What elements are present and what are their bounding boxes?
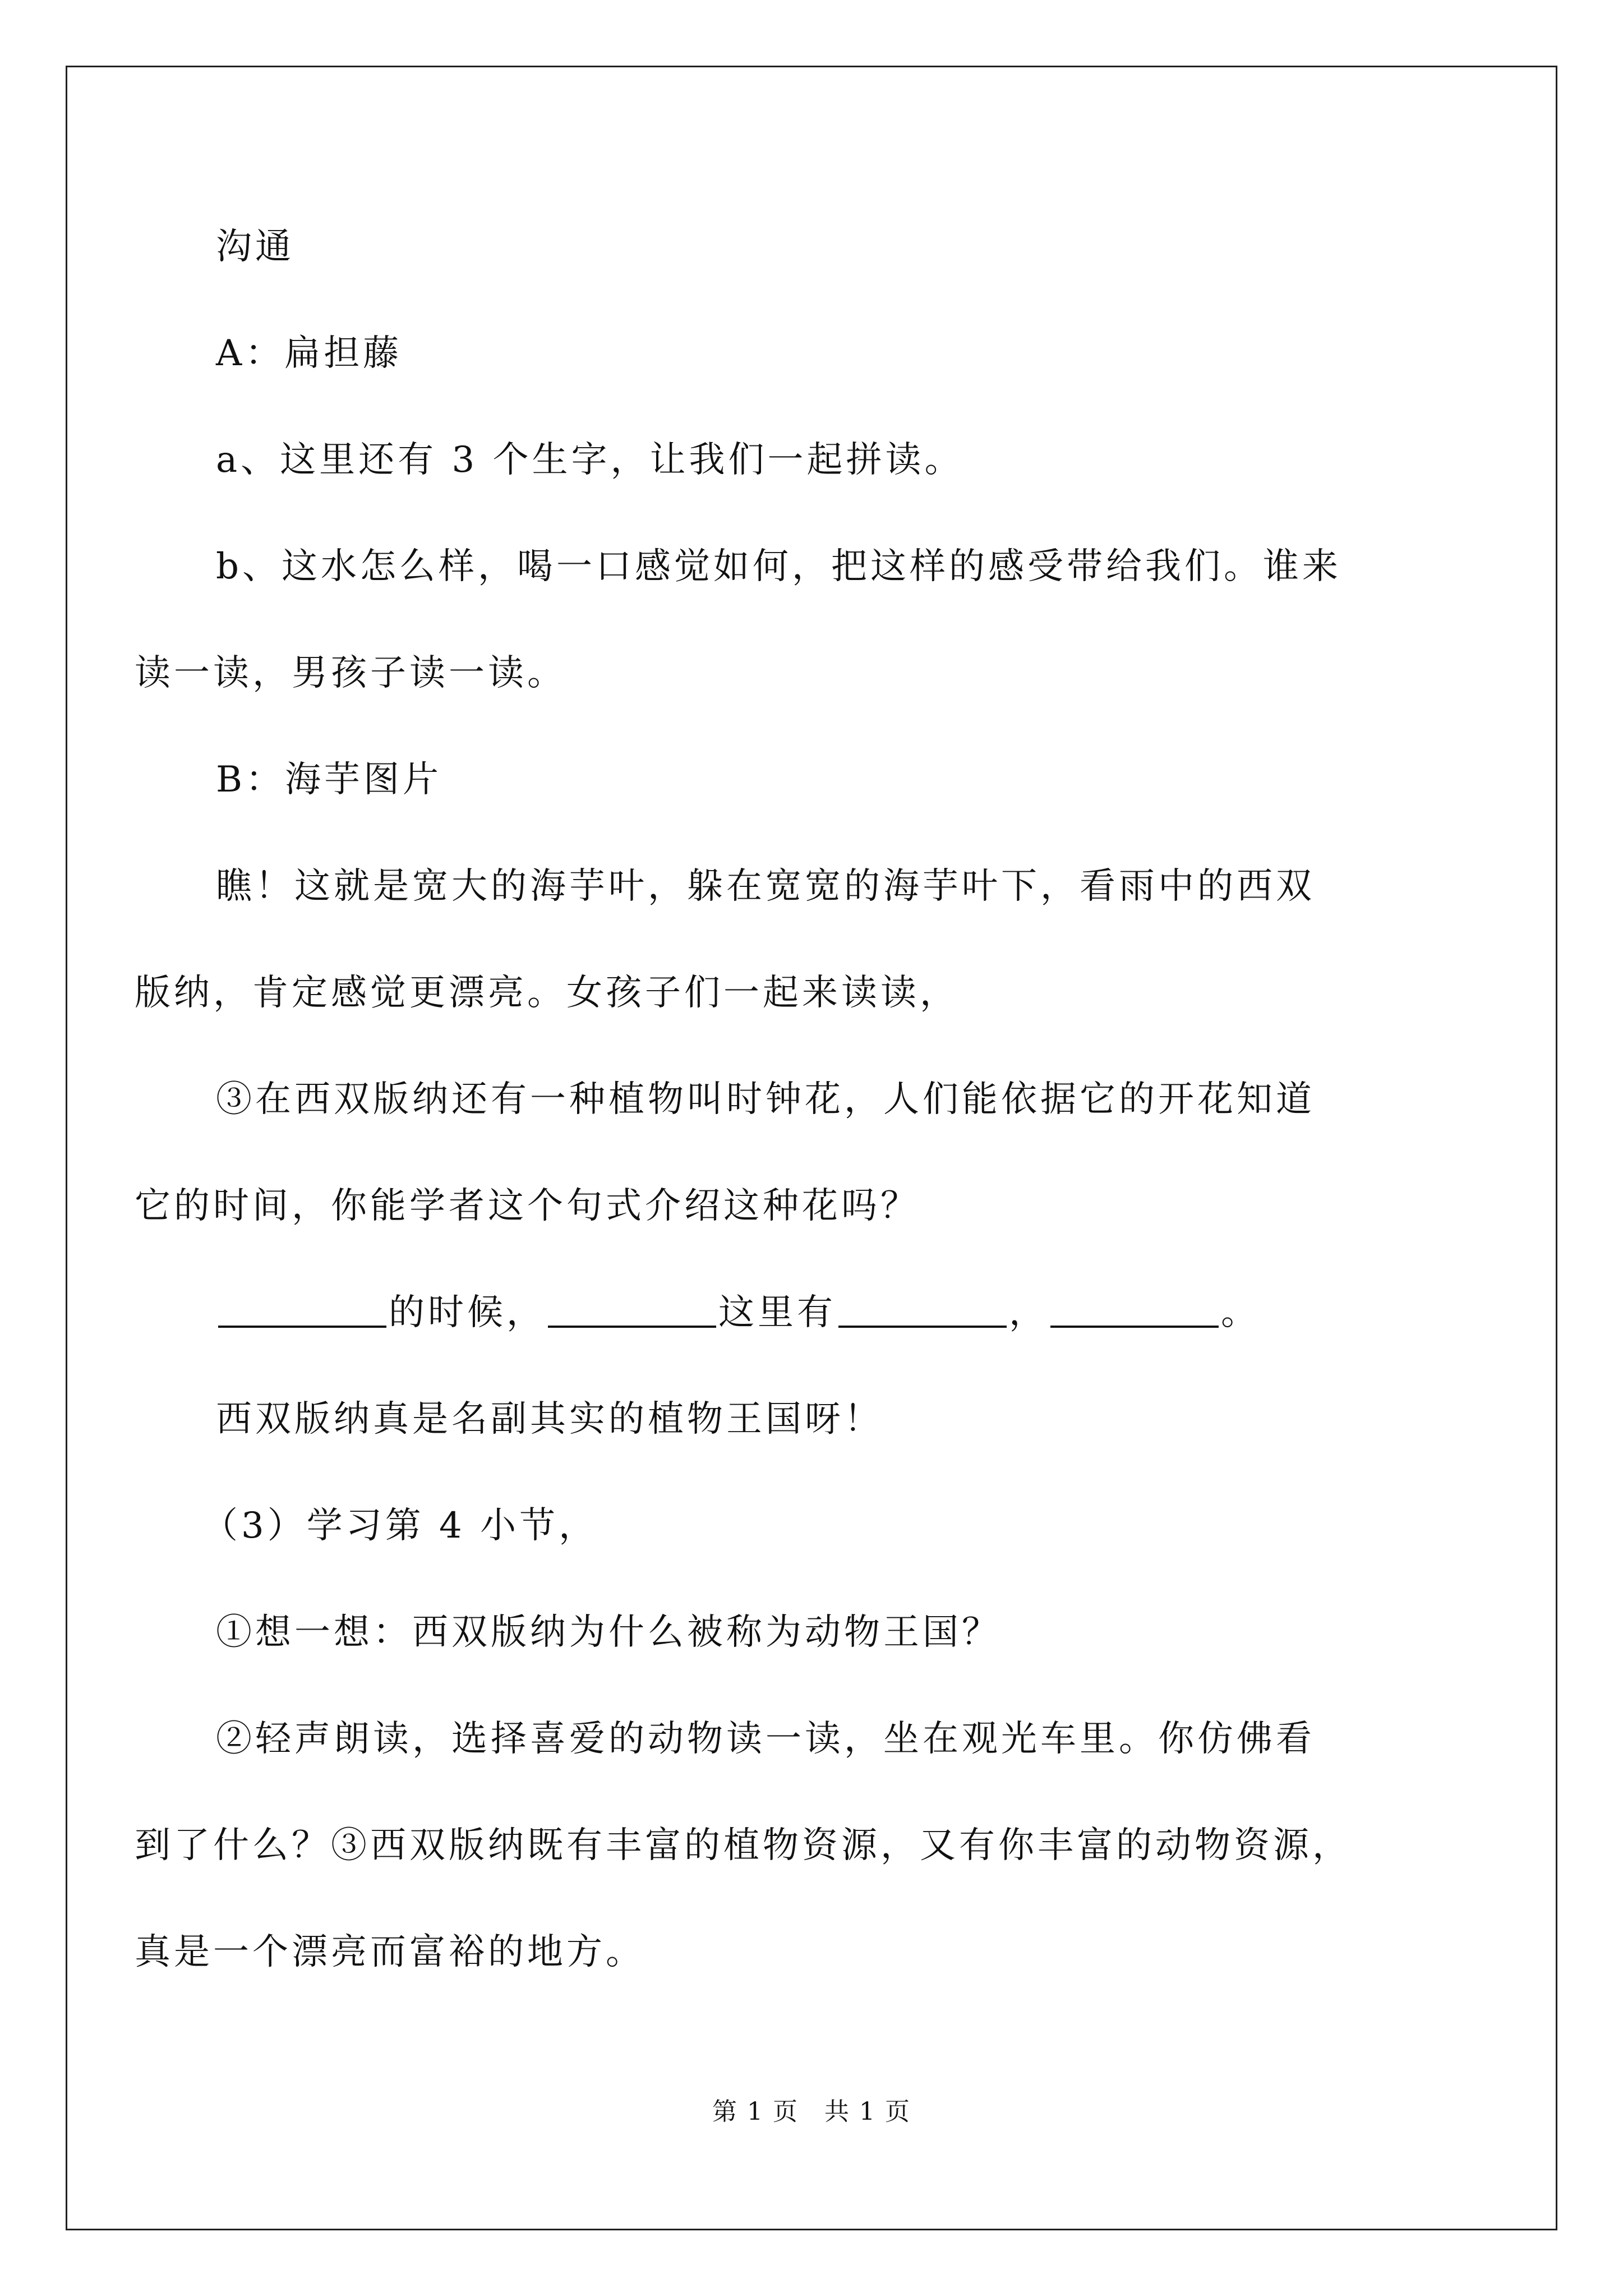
paragraph-heading: 沟通: [216, 226, 294, 268]
paragraph-line: ①想一想：西双版纳为什么被称为动物王国？: [216, 1612, 1001, 1653]
paragraph-line: 瞧！这就是宽大的海芋叶，躲在宽宽的海芋叶下，看雨中的西双: [216, 866, 1315, 907]
paragraph-line: b、这水怎么样，喝一口感觉如何，把这样的感受带给我们。谁来: [216, 546, 1341, 587]
blank-text-2: 这里有: [718, 1292, 836, 1333]
paragraph-line: 到了什么？③西双版纳既有丰富的植物资源，又有你丰富的动物资源，: [135, 1825, 1352, 1866]
page-footer: 第 1 页 共 1 页: [712, 2097, 911, 2126]
fill-in-blank-sentence: [135, 1287, 1260, 1338]
paragraph-a-item: A：扁担藤: [216, 333, 403, 374]
blank-text-4: 。: [1221, 1292, 1260, 1333]
paragraph-b-item: B：海芋图片: [216, 759, 442, 800]
blank-line: [838, 1292, 1007, 1328]
blank-text-1: 的时候，: [389, 1292, 546, 1333]
paragraph-line: ②轻声朗读，选择喜爱的动物读一读，坐在观光车里。你仿佛看: [216, 1718, 1315, 1760]
page-border: [66, 66, 1557, 2230]
paragraph-line: 读一读，男孩子读一读。: [135, 652, 566, 694]
paragraph-line: 它的时间，你能学者这个句式介绍这种花吗？: [135, 1185, 920, 1227]
blank-text-3: ，: [1009, 1292, 1048, 1333]
paragraph-line: 西双版纳真是名副其实的植物王国呀！: [216, 1398, 883, 1440]
paragraph-line: 真是一个漂亮而富裕的地方。: [135, 1931, 645, 1973]
blank-line: [548, 1292, 716, 1328]
blank-line: [1050, 1292, 1219, 1328]
paragraph-line: ③在西双版纳还有一种植物叫时钟花，人们能依据它的开花知道: [216, 1079, 1315, 1120]
paragraph-line: 版纳，肯定感觉更漂亮。女孩子们一起来读读，: [135, 972, 959, 1014]
section-heading: （3）学习第 4 小节，: [202, 1505, 598, 1547]
paragraph-line: a、这里还有 3 个生字，让我们一起拼读。: [216, 439, 964, 481]
blank-line: [218, 1292, 386, 1328]
